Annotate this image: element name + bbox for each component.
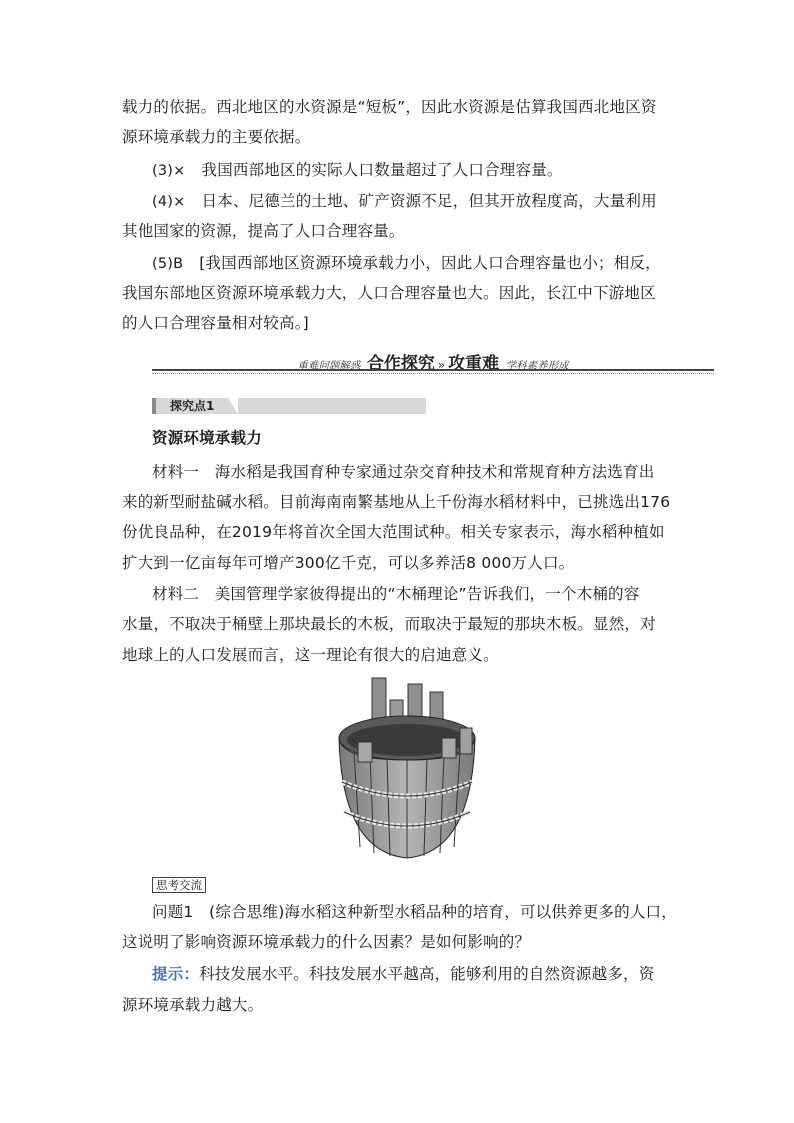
- banner-left-text: 重难问题解惑: [297, 360, 361, 372]
- hint-text: 科技发展水平。科技发展水平越高，能够利用的自然资源越多，资: [199, 965, 655, 983]
- divider: [152, 373, 714, 374]
- hint-label: 提示：: [152, 965, 200, 983]
- divider: [152, 369, 714, 371]
- explore-point-tag: [152, 398, 426, 414]
- question-1-line: 这说明了影响资源环境承载力的什么因素？是如何影响的？: [122, 933, 531, 951]
- material-2-line: 水量，不取决于桶壁上那块最长的木板，而取决于最短的那块木板。显然，对: [122, 615, 656, 633]
- answer-3: [152, 160, 563, 181]
- answer-line: 我国东部地区资源环境承载力大，人口合理容量也大。因此，长江中下游地区: [122, 284, 656, 302]
- answer-5: [152, 253, 661, 274]
- answer-line: 源环境承载力的主要依据。: [122, 128, 311, 146]
- answer-line: 的人口合理容量相对较高。]: [122, 314, 309, 332]
- think-exchange-label: 思考交流: [152, 877, 206, 893]
- answer-4: [152, 191, 657, 212]
- answer-text: 日本、尼德兰的土地、矿产资源不足，但其开放程度高，大量利用: [201, 192, 657, 210]
- material-1-line: 材料一 海水稻是我国育种专家通过杂交育种技术和常规育种方法选育出: [152, 463, 655, 481]
- banner-title-b: 攻重难: [448, 354, 500, 374]
- hint-line: 源环境承载力越大。: [122, 996, 264, 1014]
- material-1-line: 份优良品种，在2019年将首次全国大范围试种。相关专家表示，海水稻种植如: [122, 523, 665, 541]
- explore-point-label: 探究点1: [170, 399, 215, 413]
- answer-line: 其他国家的资源，提高了人口合理容量。: [122, 222, 405, 240]
- wooden-bucket-icon: [332, 672, 482, 862]
- tag-notch: [228, 398, 238, 414]
- banner-title-a: 合作探究: [366, 354, 435, 374]
- answer-text: [我国西部地区资源环境承载力小，因此人口合理容量也小；相反，: [199, 254, 661, 272]
- section-title: 资源环境承载力: [152, 429, 262, 447]
- hint-line: [152, 964, 654, 984]
- arrow-icon: »: [437, 358, 446, 372]
- answer-mark: (3)×: [152, 163, 186, 179]
- question-1-line: 问题1 (综合思维)海水稻这种新型水稻品种的培育，可以供养更多的人口，: [152, 903, 677, 921]
- answer-line: 载力的依据。西北地区的水资源是“短板”，因此水资源是估算我国西北地区资: [122, 98, 657, 116]
- material-1-line: 来的新型耐盐碱水稻。目前海南南繁基地从上千份海水稻材料中，已挑选出176: [122, 493, 671, 511]
- material-2-line: 地球上的人口发展而言，这一理论有很大的启迪意义。: [122, 646, 499, 664]
- section-banner: [152, 347, 714, 373]
- answer-text: 我国西部地区的实际人口数量超过了人口合理容量。: [201, 161, 563, 179]
- answer-mark: (5)B: [152, 256, 184, 272]
- material-1-line: 扩大到一亿亩每年可增产300亿千克，可以多养活8 000万人口。: [122, 554, 575, 572]
- answer-mark: (4)×: [152, 194, 186, 210]
- banner-right-text: 学科素养形成: [505, 360, 569, 372]
- material-2-line: 材料二 美国管理学家彼得提出的“木桶理论”告诉我们，一个木桶的容: [152, 585, 640, 603]
